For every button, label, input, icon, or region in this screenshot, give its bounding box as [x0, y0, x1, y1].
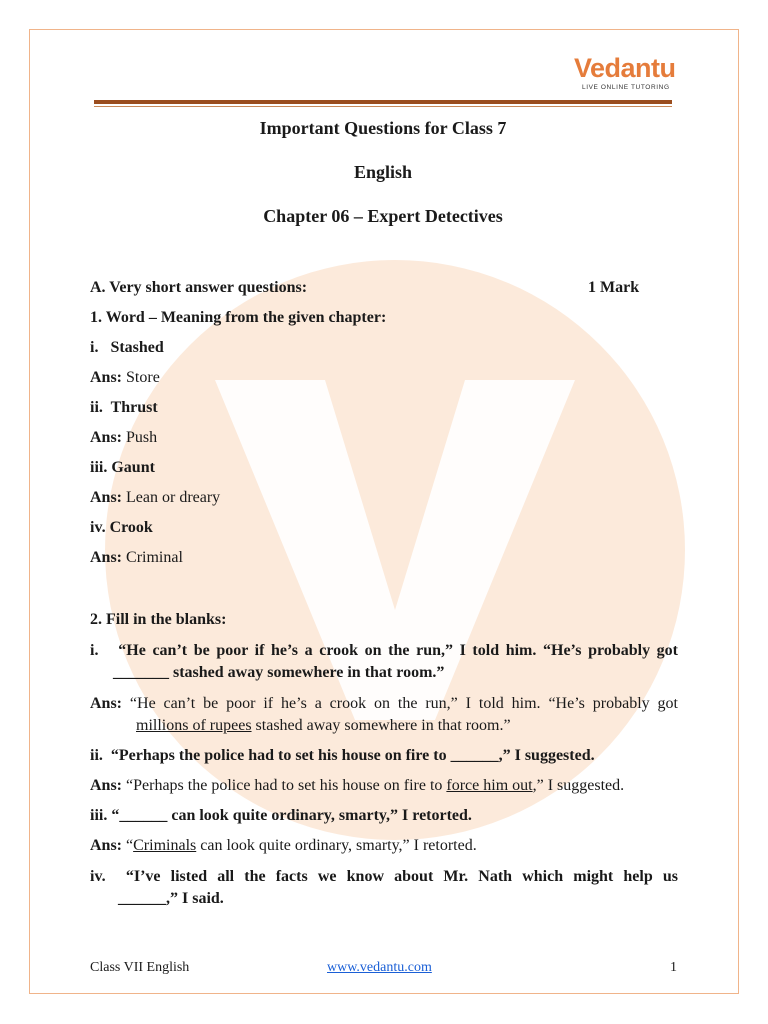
question-text: “______ can look quite ordinary, smarty,” I retorted.	[111, 807, 472, 824]
answer-text: “Perhaps the police had to set his house on fire to	[122, 777, 447, 794]
footer-page-number: 1	[670, 960, 677, 975]
footer-website-link[interactable]: www.vedantu.com	[327, 960, 432, 975]
item-number: iv.	[90, 868, 106, 885]
section-a-marks: 1 Mark	[588, 279, 640, 296]
answer-fill: Criminals	[133, 837, 197, 854]
question-text: “I’ve listed all the facts we know about Mr. Nath which might help us	[125, 868, 678, 885]
q1-item-2	[90, 398, 158, 418]
item-word: Gaunt	[111, 459, 155, 476]
q2-iii-question	[90, 806, 472, 826]
q2-i-question-line2: _______ stashed away somewhere in that room.”	[113, 664, 445, 681]
q2-ii-question	[90, 746, 595, 766]
title-line-3: Chapter 06 – Expert Detectives	[263, 206, 503, 226]
item-number: iii.	[90, 459, 108, 476]
q1-answer-4	[90, 548, 183, 568]
ans-label: Ans:	[90, 369, 123, 386]
header-rule	[94, 100, 672, 104]
q2-iii-answer	[90, 836, 477, 856]
item-word: Crook	[109, 519, 153, 536]
item-number: i.	[90, 642, 99, 659]
answer-text: Push	[122, 429, 158, 446]
q1-answer-2	[90, 428, 157, 448]
header-rule-thin	[94, 106, 672, 107]
q2-i-answer-line2	[136, 716, 511, 736]
logo-wordmark: Vedantu	[574, 53, 676, 83]
ans-label: Ans:	[90, 837, 123, 854]
ans-label: Ans:	[90, 489, 123, 506]
answer-text: Lean or dreary	[122, 489, 221, 506]
question-text: “He can’t be poor if he’s a crook on the run,” I told him. “He’s probably got	[118, 642, 679, 659]
q2-ii-answer	[90, 776, 624, 796]
q2-iv-question-line1	[90, 866, 678, 888]
q2-i-question-line1	[90, 640, 678, 662]
title-line-1: Important Questions for Class 7	[259, 118, 507, 138]
logo-tagline: LIVE ONLINE TUTORING	[582, 84, 670, 91]
answer-text: “	[122, 837, 134, 854]
ans-label: Ans:	[90, 777, 123, 794]
item-word: Stashed	[110, 339, 164, 356]
q1-item-1	[90, 338, 164, 358]
item-number: ii.	[90, 399, 103, 416]
ans-label: Ans:	[90, 549, 123, 566]
vedantu-logo	[574, 52, 674, 91]
answer-text: “He can’t be poor if he’s a crook on the run,” I told him. “He’s probably got	[122, 695, 678, 712]
answer-fill: millions of rupees	[136, 717, 252, 734]
item-number: ii.	[90, 747, 103, 764]
q2-heading: 2. Fill in the blanks:	[90, 611, 227, 628]
answer-fill: force him out	[446, 777, 533, 794]
q1-answer-1	[90, 368, 160, 388]
q1-answer-3	[90, 488, 220, 508]
q2-iv-question-line2: ______,” I said.	[118, 890, 224, 907]
answer-text: Criminal	[122, 549, 183, 566]
answer-rest: ,” I suggested.	[532, 777, 625, 794]
answer-rest: stashed away somewhere in that room.”	[251, 717, 511, 734]
ans-label: Ans:	[90, 429, 123, 446]
footer-left: Class VII English	[90, 960, 190, 975]
section-a-label: A. Very short answer questions:	[90, 279, 308, 296]
q1-heading: 1. Word – Meaning from the given chapter:	[90, 309, 387, 326]
answer-text: Store	[122, 369, 160, 386]
q2-i-answer-line1	[90, 693, 678, 715]
ans-label: Ans:	[90, 695, 123, 712]
q1-item-4	[90, 518, 153, 538]
item-word: Thrust	[110, 399, 158, 416]
title-line-2: English	[353, 162, 413, 182]
q1-item-3	[90, 458, 155, 478]
item-number: i.	[90, 339, 99, 356]
item-number: iv.	[90, 519, 106, 536]
question-text: “Perhaps the police had to set his house on fire to ______,” I suggested.	[110, 747, 595, 764]
item-number: iii.	[90, 807, 108, 824]
answer-rest: can look quite ordinary, smarty,” I retorted.	[196, 837, 477, 854]
